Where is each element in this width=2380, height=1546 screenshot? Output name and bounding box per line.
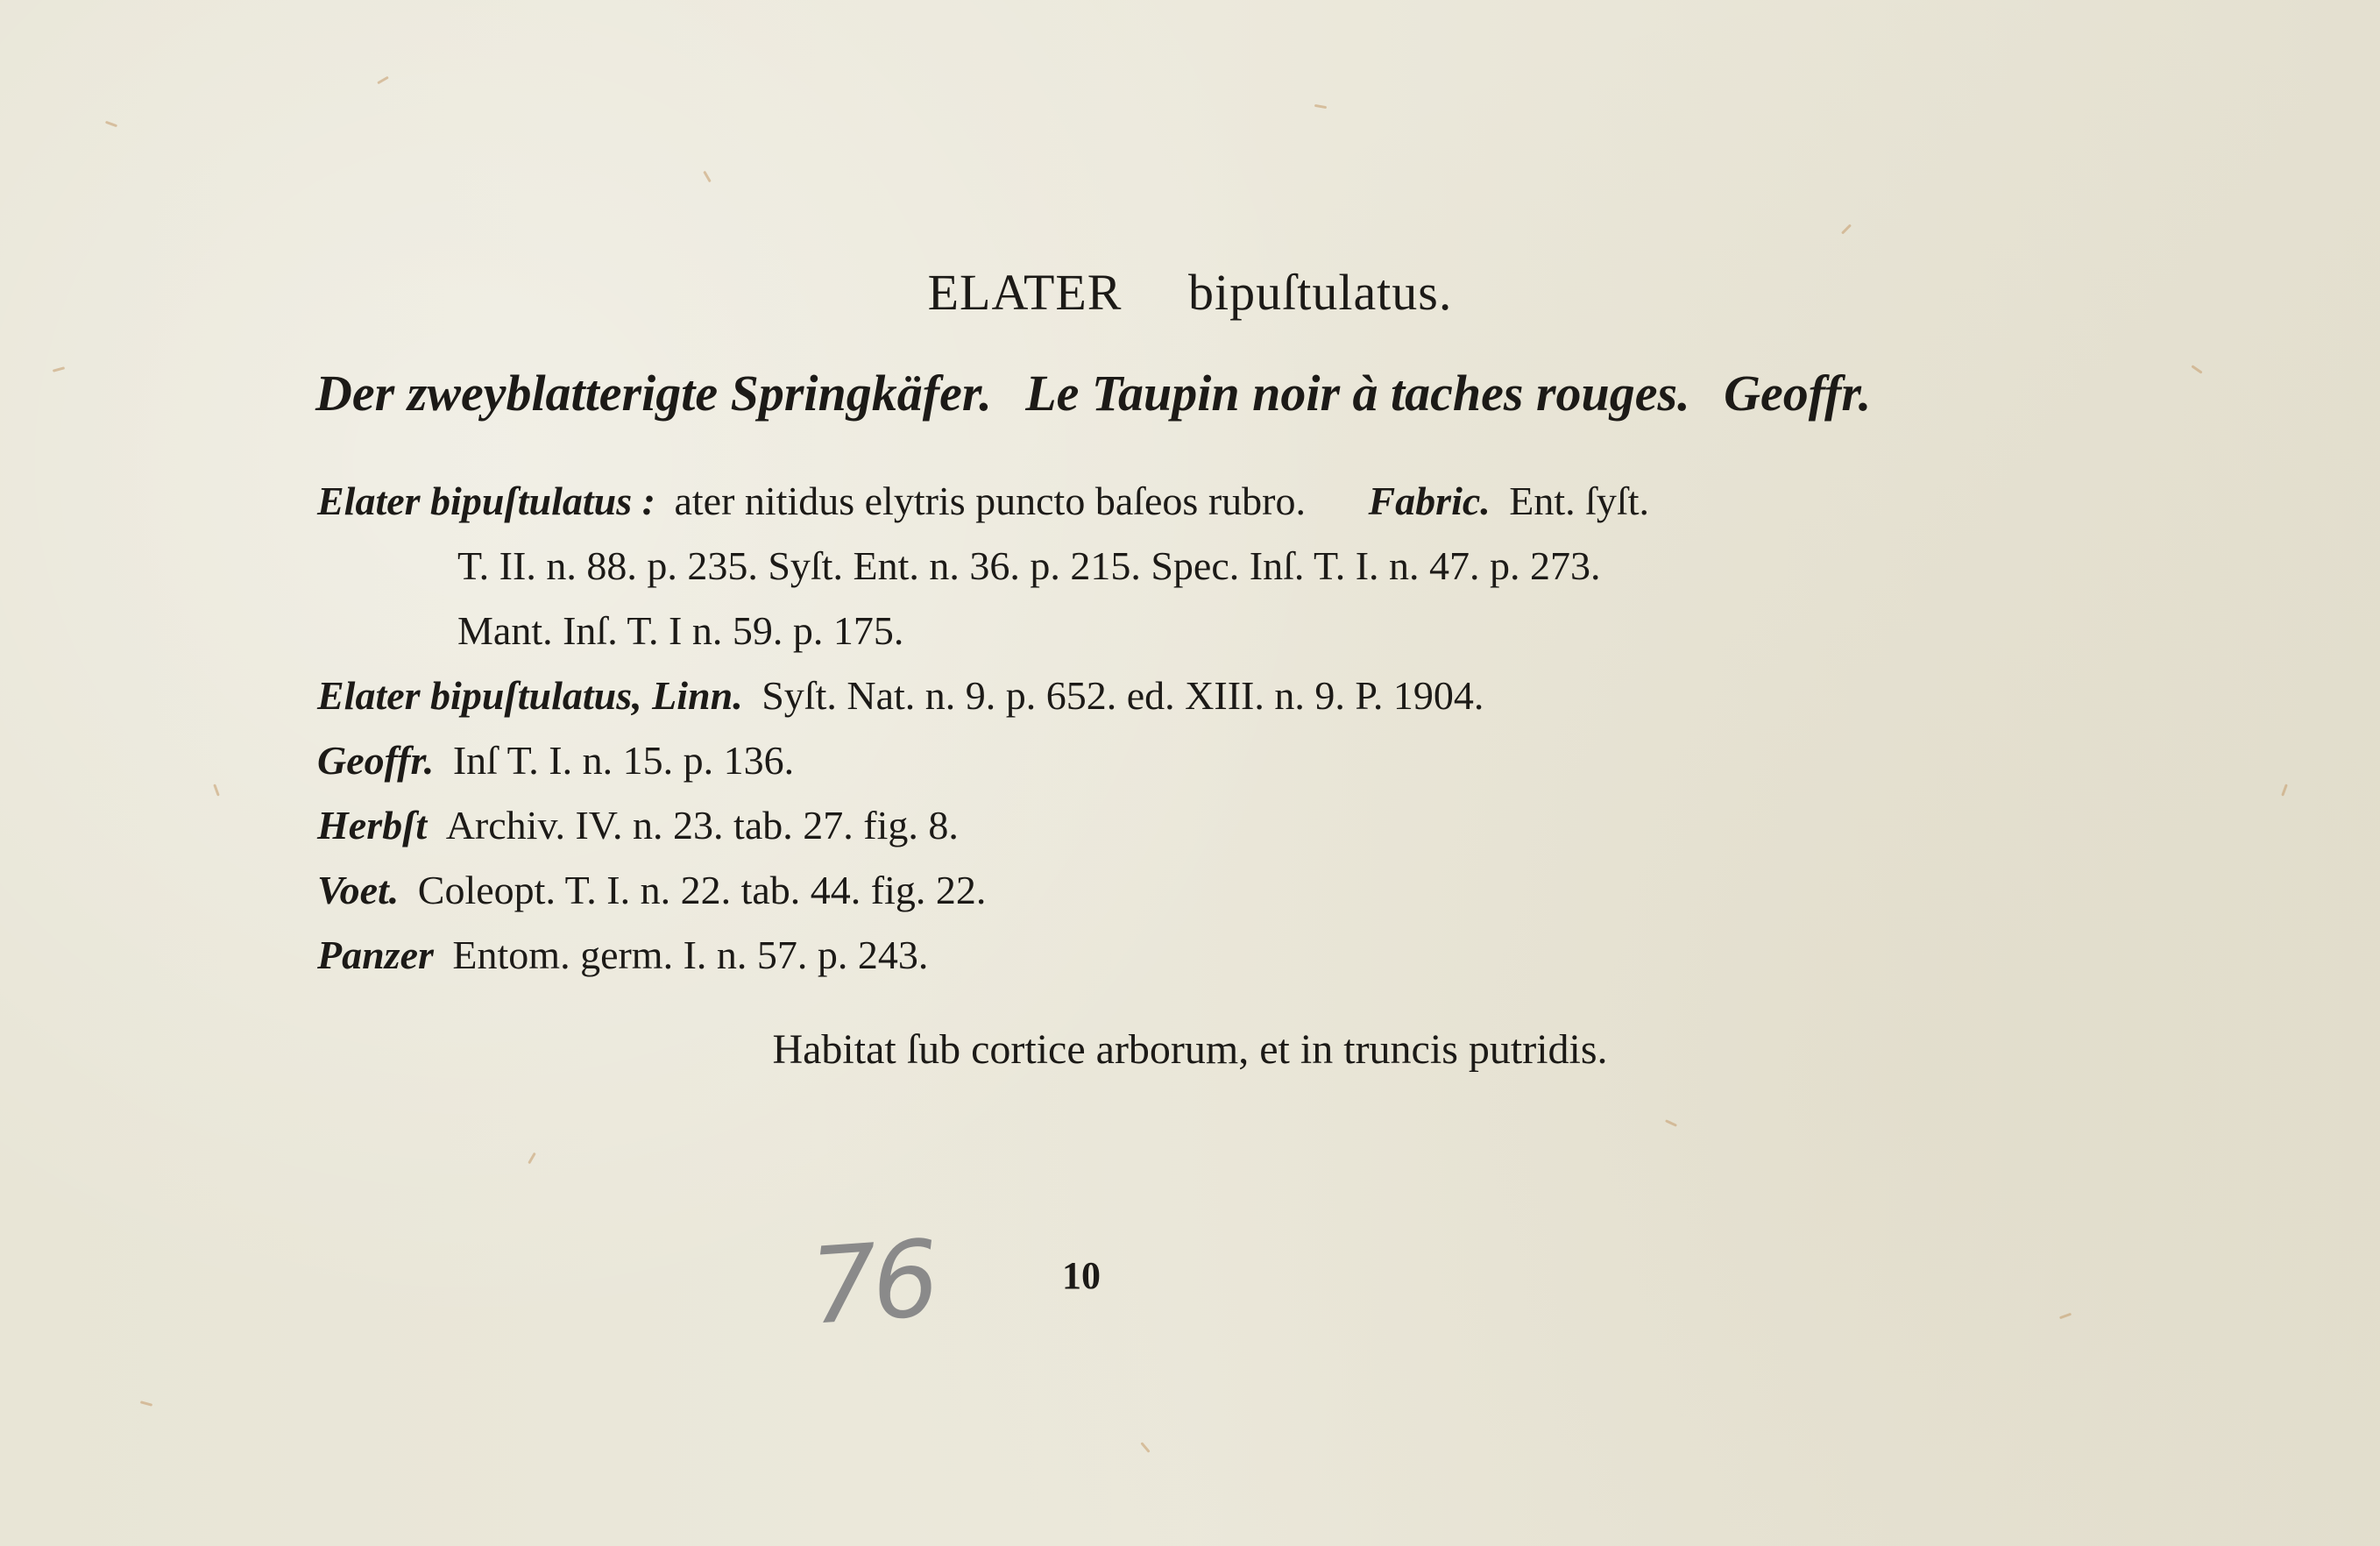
reference-author: Geoffr. [317, 738, 435, 783]
paper-fleck [1140, 1442, 1150, 1453]
reference-line [317, 663, 2087, 728]
paper-fleck [1665, 1119, 1677, 1127]
reference-text: Mant. Inſ. T. I n. 59. p. 175. [457, 608, 904, 653]
reference-author: Elater bipuſtulatus : [317, 479, 655, 523]
reference-line [317, 599, 2087, 663]
reference-text: Ent. ſyſt. [1509, 479, 1649, 523]
paper-fleck [140, 1401, 152, 1407]
paper-fleck [2059, 1313, 2072, 1320]
reference-line [317, 793, 2087, 858]
reference-line [317, 858, 2087, 923]
paper-fleck [1841, 223, 1852, 234]
reference-text: Coleopt. T. I. n. 22. tab. 44. fig. 22. [417, 868, 987, 912]
title-species: bipuſtulatus. [1187, 264, 1453, 321]
reference-author: Voet. [317, 868, 400, 912]
paper-fleck [2191, 365, 2202, 373]
page-title [0, 263, 2380, 322]
paper-fleck [213, 784, 220, 796]
reference-text: ater nitidus elytris puncto baſeos rubro. [674, 479, 1306, 523]
common-names [315, 364, 1892, 422]
paper-fleck [105, 121, 117, 128]
paper-fleck [377, 76, 389, 85]
habitat-text: Habitat ſub cortice arborum, et in truncis putridis. [772, 1026, 1608, 1073]
reference-line [317, 923, 2087, 988]
reference-author: Elater bipuſtulatus, Linn. [317, 673, 743, 718]
page-number: 10 [1062, 1254, 1101, 1297]
reference-text: T. II. n. 88. p. 235. Syſt. Ent. n. 36. p. 215. Spec. Inſ. T. I. n. 47. p. 273. [457, 543, 1601, 588]
reference-text: Syſt. Nat. n. 9. p. 652. ed. XIII. n. 9. P. 1904. [761, 673, 1484, 718]
reference-line [317, 728, 2087, 793]
common-name-french: Le Taupin noir à taches rouges. [1025, 365, 1690, 422]
references-list [317, 469, 2087, 988]
common-name-author: Geoffr. [1724, 365, 1872, 422]
handwritten-note: 76 [806, 1218, 939, 1349]
reference-author: Fabric. [1368, 479, 1491, 523]
paper-fleck [2281, 784, 2288, 796]
reference-author: Herbſt [317, 803, 428, 847]
title-genus: ELATER [927, 264, 1123, 321]
reference-text: Entom. germ. I. n. 57. p. 243. [452, 933, 929, 977]
reference-text: Inſ T. I. n. 15. p. 136. [452, 738, 795, 783]
paper-fleck [53, 366, 65, 372]
common-name-german: Der zweyblatterigte Springkäfer. [315, 365, 992, 422]
reference-text: Archiv. IV. n. 23. tab. 27. fig. 8. [445, 803, 959, 847]
paper-fleck [1314, 104, 1327, 109]
paper-fleck [528, 1152, 536, 1165]
reference-line [317, 534, 2087, 599]
reference-author: Panzer [317, 933, 434, 977]
paper-fleck [703, 171, 712, 183]
reference-line [317, 469, 2087, 534]
